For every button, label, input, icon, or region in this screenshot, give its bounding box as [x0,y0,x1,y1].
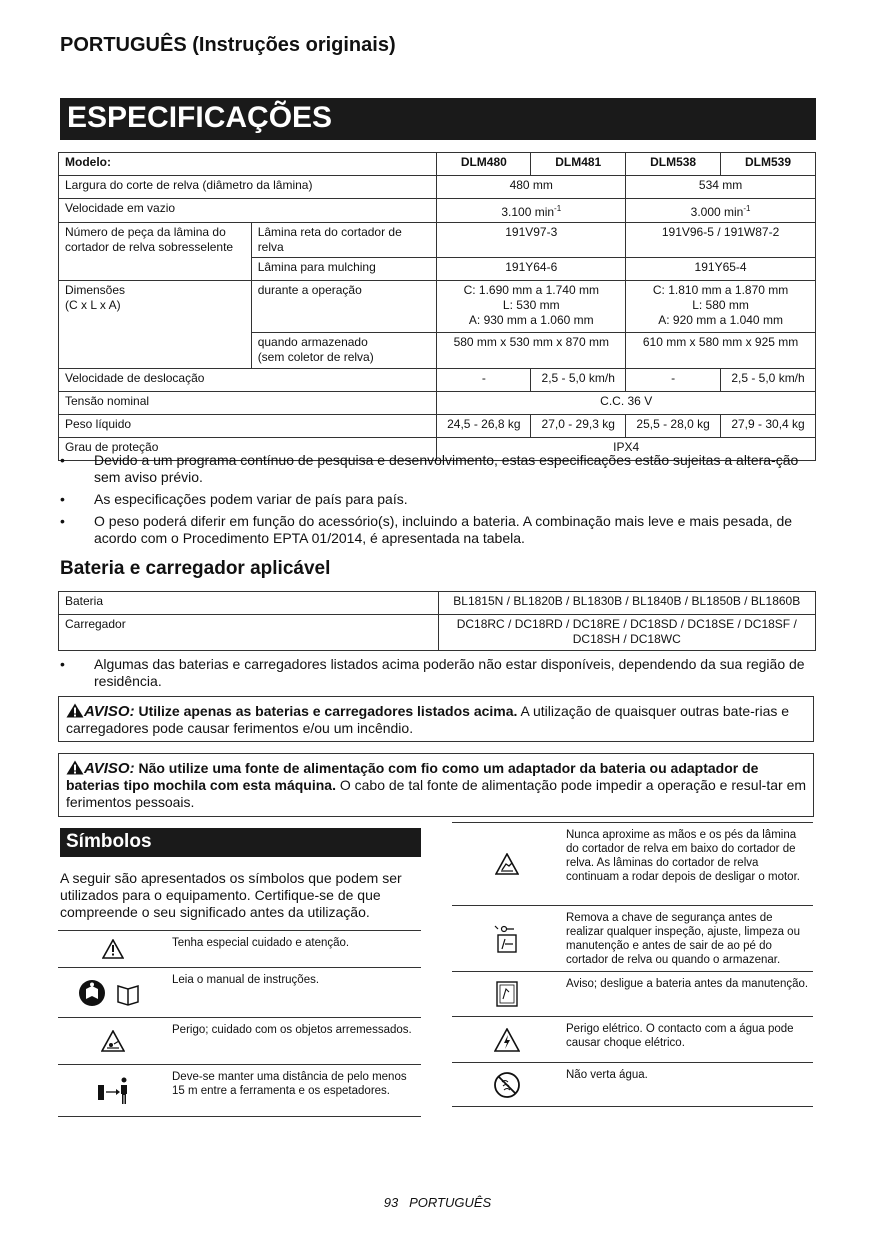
warning-box [58,696,814,742]
dims-operation-value: C: 1.690 mm a 1.740 mm L: 530 mm A: 930 mm a 1.060 mm [437,281,626,333]
table-row [59,369,816,392]
charger-label: Carregador [59,615,439,651]
warning-text: A utilização de quaisquer outras bate-rias e carregadores pode causar ferimentos e/ou um incêndio. [66,703,790,736]
battery-value: BL1815N / BL1820B / BL1830B / BL1840B / BL1850B / BL1860B [438,592,816,615]
no-load-speed-value: 3.000 $\min^{-1}$ [626,199,816,223]
protection-value: IPX4 [437,438,816,461]
symbol-row [452,823,813,906]
symbol-description: Perigo elétrico. O contacto com a água pode causar choque elétrico. [566,1023,794,1049]
table-row [59,153,816,176]
symbol-description: Remova a chave de segurança antes de realizar qualquer inspeção, ajuste, limpeza ou manutenção e antes de sair de ao pé do cortador de relva ou quando o armazenar. [566,912,800,966]
charger-value: DC18RC / DC18RD / DC18RE / DC18SD / DC18SE / DC18SF / DC18SH / DC18WC [438,615,816,651]
read-manual-icon [58,968,168,1017]
travel-speed-value: 2,5 - 5,0 km/h [721,369,816,392]
dims-storage-value: 610 mm x 580 mm x 925 mm [626,333,816,369]
dims-operation-label: durante a operação [251,281,437,333]
model-dlm539: DLM539 [721,153,816,176]
net-weight-label: Peso líquido [59,415,437,438]
rated-voltage-label: Tensão nominal [59,392,437,415]
dims-operation-value: C: 1.810 mm a 1.870 mm L: 580 mm A: 920 mm a 1.040 mm [626,281,816,333]
symbol-description: Tenha especial cuidado e atenção. [172,937,350,949]
table-row [59,415,816,438]
symbols-intro: A seguir são apresentados os símbolos que podem ser utilizados para o equipamento. Certifique-se de que compreende o seu significado antes da utilização. [60,870,402,920]
dimensions-label: Dimensões (C x L x A) [59,281,252,369]
table-row [59,176,816,199]
warning-label: AVISO: [84,703,135,720]
symbol-description: Nunca aproxime as mãos e os pés da lâmina do cortador de relva em baixo do cortador de relva. As lâminas do cortador de relva continuam a rodar depois de desligar o motor. [566,829,800,883]
symbol-row [58,968,421,1018]
warning-triangle-icon [66,703,84,718]
symbol-row [58,1018,421,1065]
specifications-table [58,152,816,461]
warning-triangle-icon [66,760,84,775]
straight-blade-value: 191V97-3 [437,223,626,258]
warning-label: AVISO: [84,760,135,777]
battery-section-heading: Bateria e carregador aplicável [60,558,331,579]
keep-distance-icon [58,1065,168,1116]
dims-storage-value: 580 mm x 530 mm x 870 mm [437,333,626,369]
spec-notes [60,452,816,552]
warning-bold-text: Não utilize uma fonte de alimentação com fio como um adaptador da bateria ou adaptador de baterias tipo mochila com esta máquina. [66,760,759,793]
symbols-table-right [452,822,813,1107]
symbol-description: Leia o manual de instruções. [172,974,320,986]
model-dlm480: DLM480 [437,153,531,176]
travel-speed-value: 2,5 - 5,0 km/h [531,369,626,392]
battery-table [58,591,816,651]
travel-speed-label: Velocidade de deslocação [59,369,437,392]
blade-part-label: Número de peça da lâmina do cortador de relva sobresselente [59,223,252,281]
model-dlm538: DLM538 [626,153,721,176]
symbol-description: Aviso; desligue a bateria antes da manutenção. [566,978,809,990]
warning-text: O cabo de tal fonte de alimentação pode impedir a operação e resul-tar em ferimentos pessoais. [66,777,807,810]
symbol-description: Não verta água. [566,1069,648,1081]
model-dlm481: DLM481 [531,153,626,176]
symbol-row [452,1063,813,1107]
list-item: • As especificações podem variar de país para país. [60,491,408,507]
symbol-description: Perigo; cuidado com os objetos arremessados. [172,1024,412,1036]
travel-speed-value: - [437,369,531,392]
hands-feet-blade-icon [452,823,562,905]
page-number: 93 [383,1195,399,1210]
thrown-objects-icon [58,1018,168,1064]
mulching-blade-value: 191Y64-6 [437,258,626,281]
no-load-speed-value: 3.100 $\min^{-1}$ [437,199,626,223]
cut-width-label: Largura do corte de relva (diâmetro da lâmina) [59,176,437,199]
dims-storage-label: quando armazenado (sem coletor de relva) [251,333,437,369]
model-header: Modelo: [59,153,437,176]
warning-box [58,753,814,817]
straight-blade-value: 191V96-5 / 191W87-2 [626,223,816,258]
net-weight-value: 27,0 - 29,3 kg [531,415,626,438]
symbol-description: Deve-se manter uma distância de pelo menos 15 m entre a ferramenta e os espetadores. [172,1071,407,1097]
warning-bold-text: Utilize apenas as baterias e carregadores listados acima. [138,703,518,719]
specifications-heading: ESPECIFICAÇÕES [60,98,816,140]
page-footer [0,1195,875,1210]
net-weight-value: 24,5 - 26,8 kg [437,415,531,438]
symbol-row [58,931,421,968]
symbol-row [452,1017,813,1063]
no-water-icon [452,1063,562,1106]
symbol-row [452,972,813,1017]
straight-blade-label: Lâmina reta do cortador de relva [251,223,437,258]
travel-speed-value: - [626,369,721,392]
table-row [59,199,816,223]
symbol-row [58,1065,421,1117]
symbols-heading: Símbolos [60,828,421,857]
electric-hazard-icon [452,1017,562,1062]
remove-key-icon [452,906,562,971]
rated-voltage-value: C.C. 36 V [437,392,816,415]
list-item: • Algumas das baterias e carregadores listados acima poderão não estar disponíveis, dependendo da sua região de residência. [60,656,805,689]
page-language-title: PORTUGUÊS (Instruções originais) [60,34,396,56]
battery-label: Bateria [59,592,439,615]
table-row [59,615,816,651]
no-load-speed-label: Velocidade em vazio [59,199,437,223]
table-row [59,392,816,415]
remove-battery-icon [452,972,562,1016]
protection-label: Grau de proteção [59,438,437,461]
footer-language: PORTUGUÊS [409,1195,492,1210]
battery-notes [60,656,816,695]
table-row [59,223,816,258]
table-row [59,592,816,615]
warning-triangle-icon [58,931,168,967]
table-row [59,281,816,333]
cut-width-value: 534 mm [626,176,816,199]
cut-width-value: 480 mm [437,176,626,199]
symbols-table-left [58,930,421,1117]
mulching-blade-value: 191Y65-4 [626,258,816,281]
net-weight-value: 27,9 - 30,4 kg [721,415,816,438]
mulching-blade-label: Lâmina para mulching [251,258,437,281]
list-item: • O peso poderá diferir em função do acessório(s), incluindo a bateria. A combinação mais leve e mais pesada, de acordo com o Procedimento EPTA 01/2014, é apresentada na tabela. [60,513,793,546]
symbol-row [452,906,813,972]
net-weight-value: 25,5 - 28,0 kg [626,415,721,438]
list-item: • Devido a um programa contínuo de pesquisa e desenvolvimento, estas especificações estão sujeitas a altera-ção sem aviso prévio. [60,452,799,485]
